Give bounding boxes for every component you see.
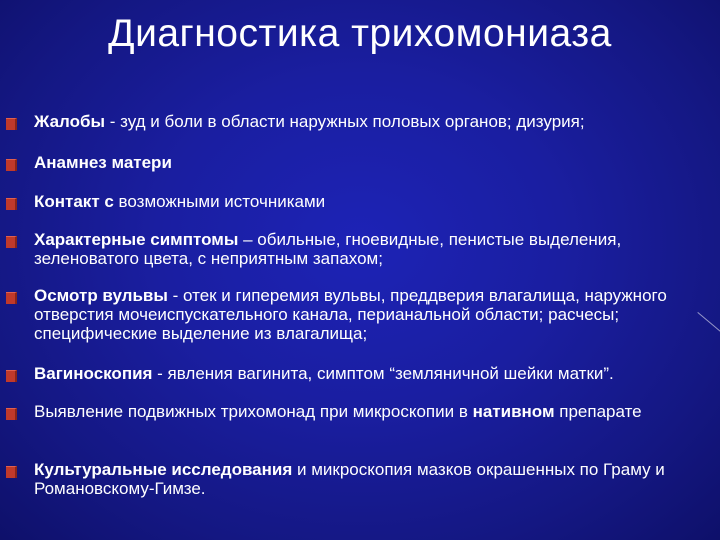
bullet-bold-text: Контакт с	[34, 192, 114, 211]
bullet-bold-text: Культуральные исследования	[34, 460, 293, 479]
bullet-item-symptoms	[34, 230, 704, 268]
bullet-text: - зуд и боли в области наружных половых органов; дизурия;	[105, 112, 585, 131]
bullet-marker-icon	[6, 159, 17, 171]
bullet-item-mother-anamnesis	[34, 153, 704, 172]
bullet-text: препарате	[554, 402, 642, 421]
slide-title: Диагностика трихомониаза	[108, 12, 612, 55]
bullet-text: - отек и гиперемия вульвы, преддверия влагалища, наружного отверстия мочеиспускательного канала, перианальной области; расчесы; специфические выделение из влагалища;	[34, 286, 667, 343]
bullet-bold-text: Осмотр вульвы	[34, 286, 168, 305]
bullet-marker-icon	[6, 118, 17, 130]
bullet-bold-text: Анамнез матери	[34, 153, 172, 172]
bullet-text: - явления вагинита, симптом “земляничной шейки матки”.	[152, 364, 614, 383]
bullet-marker-icon	[6, 198, 17, 210]
bullet-marker-icon	[6, 292, 17, 304]
bullet-item-contact	[34, 192, 704, 211]
bullet-marker-icon	[6, 466, 17, 478]
bullet-bold-text: нативном	[472, 402, 555, 421]
bullet-item-culture	[34, 460, 704, 498]
bullet-item-vulva-exam	[34, 286, 704, 343]
bullet-text: возможными источниками	[113, 192, 326, 211]
bullet-text: и микроскопия мазков окрашенных по Граму и Романовскому-Гимзе.	[34, 460, 665, 498]
bullet-text-pre: Выявление подвижных трихомонад при микроскопии в	[34, 402, 473, 421]
bullet-bold-text: Характерные симптомы	[34, 230, 239, 249]
bullet-marker-icon	[6, 408, 17, 420]
bullet-bold-text: Вагиноскопия	[34, 364, 153, 383]
bullet-item-complaints	[34, 112, 704, 131]
bullet-text: – обильные, гноевидные, пенистые выделения, зеленоватого цвета, с неприятным запахом;	[34, 230, 622, 268]
bullet-marker-icon	[6, 236, 17, 248]
bullet-bold-text: Жалобы	[34, 112, 106, 131]
bullet-item-microscopy	[34, 402, 704, 421]
bullet-item-vaginoscopy	[34, 364, 704, 383]
bullet-marker-icon	[6, 370, 17, 382]
